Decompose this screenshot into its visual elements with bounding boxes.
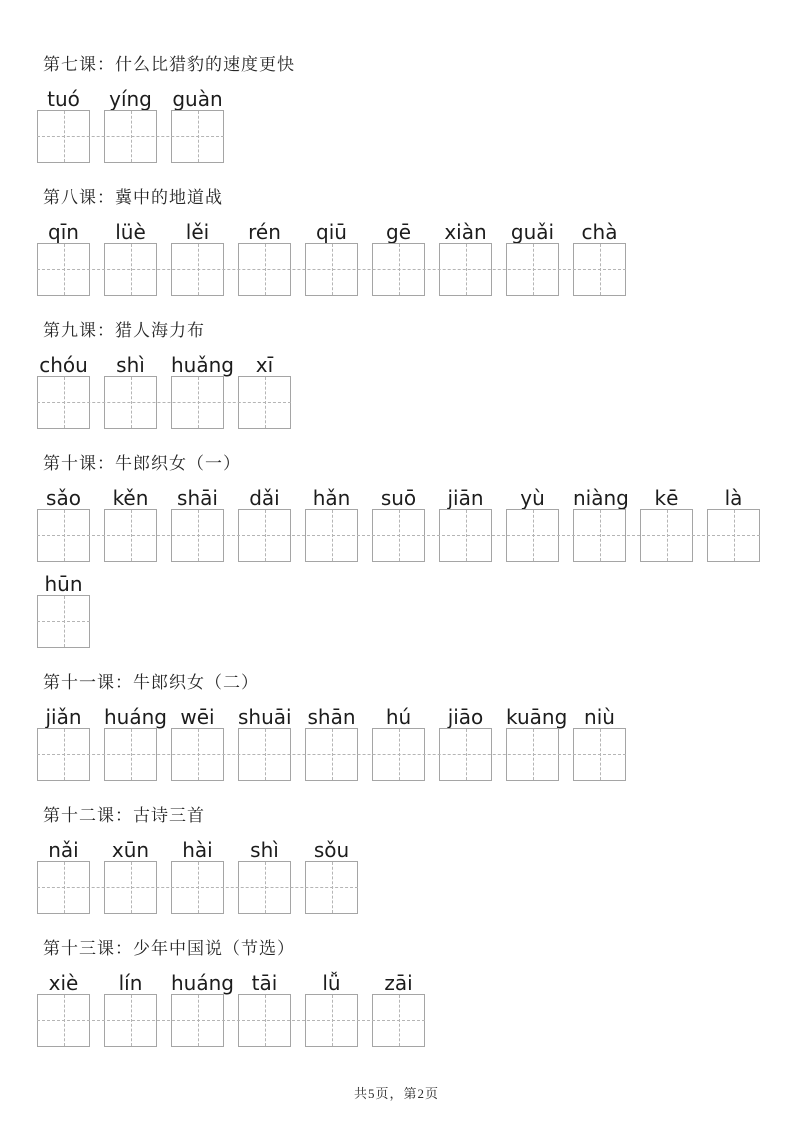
row-wrap (37, 354, 793, 429)
writing-box (37, 994, 90, 1047)
pinyin-cell (238, 354, 291, 429)
writing-box (439, 509, 492, 562)
writing-box (707, 509, 760, 562)
pinyin-cell (37, 354, 90, 429)
pinyin-cell (372, 706, 425, 781)
lesson-section-11 (37, 672, 793, 781)
pinyin-cell (305, 839, 358, 914)
pinyin-cell (439, 487, 492, 562)
pinyin-label: huǎng (171, 353, 234, 377)
writing-box (640, 509, 693, 562)
writing-box (305, 994, 358, 1047)
lesson-heading: 第十课：牛郎织女（一） (43, 454, 241, 473)
pinyin-cell (37, 487, 90, 562)
pinyin-cell (506, 487, 559, 562)
pinyin-label: xī (255, 353, 274, 377)
pinyin-label: kē (654, 486, 679, 510)
pinyin-cell (171, 88, 224, 163)
pinyin-cell (305, 706, 358, 781)
writing-box (37, 728, 90, 781)
writing-box (37, 110, 90, 163)
writing-box (171, 861, 224, 914)
pinyin-cell (238, 972, 291, 1047)
pinyin-cell (439, 221, 492, 296)
pinyin-cell (104, 354, 157, 429)
pinyin-cell (37, 839, 90, 914)
writing-box (305, 728, 358, 781)
pinyin-label: jiāo (447, 705, 484, 729)
lesson-heading: 第九课：猎人海力布 (43, 321, 205, 340)
writing-box (104, 509, 157, 562)
writing-box (171, 243, 224, 296)
row-wrap (37, 972, 793, 1047)
lesson-heading: 第七课：什么比猎豹的速度更快 (43, 55, 295, 74)
writing-box (506, 728, 559, 781)
pinyin-label: xūn (111, 838, 150, 862)
writing-box (573, 728, 626, 781)
lesson-section-13 (37, 938, 793, 1047)
pinyin-cell (573, 706, 626, 781)
pinyin-box-row (37, 88, 224, 163)
pinyin-label: guàn (172, 87, 223, 111)
pinyin-label: huáng (171, 971, 234, 995)
pinyin-cell (171, 706, 224, 781)
writing-box (506, 243, 559, 296)
pinyin-box-row (37, 839, 358, 914)
pinyin-cell (37, 972, 90, 1047)
pinyin-label: hài (182, 838, 213, 862)
writing-box (171, 728, 224, 781)
pinyin-label: là (724, 486, 743, 510)
pinyin-label: xiè (48, 971, 79, 995)
pinyin-label: shuāi (238, 705, 292, 729)
lesson-section-12 (37, 805, 793, 914)
pinyin-label: yù (520, 486, 545, 510)
pinyin-box-row (37, 354, 291, 429)
pinyin-label: shì (116, 353, 145, 377)
pinyin-label: lěi (185, 220, 210, 244)
pinyin-cell (305, 221, 358, 296)
lesson-heading: 第八课：冀中的地道战 (43, 188, 223, 207)
pinyin-label: qīn (48, 220, 79, 244)
writing-box (372, 509, 425, 562)
pinyin-label: xiàn (444, 220, 487, 244)
pinyin-label: nǎi (48, 838, 79, 862)
pinyin-cell (640, 487, 693, 562)
pinyin-label: rén (248, 220, 281, 244)
pinyin-cell (305, 972, 358, 1047)
pinyin-label: suō (380, 486, 417, 510)
pinyin-label: guǎi (510, 220, 555, 244)
lesson-heading: 第十一课：牛郎织女（二） (43, 673, 259, 692)
writing-box (104, 243, 157, 296)
writing-box (573, 509, 626, 562)
writing-box (37, 243, 90, 296)
writing-box (238, 861, 291, 914)
pinyin-label: sǒu (313, 838, 350, 862)
writing-box (573, 243, 626, 296)
writing-box (372, 728, 425, 781)
writing-box (104, 994, 157, 1047)
writing-box (171, 509, 224, 562)
row-wrap (37, 839, 793, 914)
pinyin-cell (171, 839, 224, 914)
writing-box (104, 728, 157, 781)
pinyin-box-row (37, 573, 90, 648)
pinyin-label: chóu (39, 353, 88, 377)
pinyin-cell (439, 706, 492, 781)
pinyin-cell (104, 705, 167, 781)
pinyin-label: hūn (44, 572, 83, 596)
pinyin-label: niù (584, 705, 615, 729)
pinyin-label: niàng (573, 486, 629, 510)
pinyin-cell (171, 221, 224, 296)
writing-box (37, 376, 90, 429)
pinyin-label: lín (118, 971, 143, 995)
pinyin-label: lǚ (322, 971, 341, 995)
pinyin-label: zāi (384, 971, 413, 995)
pinyin-label: tāi (251, 971, 278, 995)
pinyin-cell (238, 706, 291, 781)
pinyin-label: shāi (177, 486, 218, 510)
pinyin-label: huáng (104, 705, 167, 729)
writing-box (305, 861, 358, 914)
lesson-heading: 第十二课：古诗三首 (43, 806, 205, 825)
writing-box (506, 509, 559, 562)
writing-box (104, 861, 157, 914)
pinyin-cell (506, 705, 568, 781)
pinyin-label: sǎo (46, 486, 81, 510)
row-wrap (37, 221, 793, 296)
pinyin-box-row (37, 706, 626, 781)
pinyin-cell (238, 839, 291, 914)
row-wrap (37, 706, 793, 781)
writing-box (238, 994, 291, 1047)
pinyin-cell (372, 972, 425, 1047)
writing-box (37, 509, 90, 562)
pinyin-box-row (37, 972, 425, 1047)
pinyin-cell (171, 971, 234, 1047)
writing-box (238, 509, 291, 562)
writing-box (238, 243, 291, 296)
row-wrap (37, 573, 793, 648)
pinyin-label: hǎn (312, 486, 351, 510)
pinyin-cell (37, 221, 90, 296)
writing-box (37, 861, 90, 914)
pinyin-cell (506, 221, 559, 296)
writing-box (238, 728, 291, 781)
pinyin-cell (37, 88, 90, 163)
writing-box (37, 595, 90, 648)
pinyin-label: jiān (447, 486, 484, 510)
pinyin-cell (104, 88, 157, 163)
pinyin-cell (37, 573, 90, 648)
writing-box (171, 994, 224, 1047)
lesson-section-10 (37, 453, 793, 648)
pinyin-cell (37, 706, 90, 781)
pinyin-label: gē (386, 220, 411, 244)
lesson-section-8 (37, 187, 793, 296)
pinyin-cell (372, 221, 425, 296)
writing-box (305, 243, 358, 296)
page-footer: 共5页，第2页 (353, 1086, 439, 1101)
writing-box (372, 994, 425, 1047)
pinyin-label: lüè (115, 220, 146, 244)
pinyin-cell (372, 487, 425, 562)
pinyin-label: shān (307, 705, 356, 729)
pinyin-label: jiǎn (45, 705, 82, 729)
pinyin-label: chà (581, 220, 618, 244)
pinyin-cell (104, 221, 157, 296)
pinyin-label: kěn (112, 486, 149, 510)
lesson-heading: 第十三课：少年中国说（节选） (43, 939, 295, 958)
pinyin-label: dǎi (249, 486, 280, 510)
pinyin-cell (104, 972, 157, 1047)
writing-box (305, 509, 358, 562)
writing-box (372, 243, 425, 296)
lesson-section-7 (37, 54, 793, 163)
writing-box (171, 110, 224, 163)
pinyin-box-row (37, 487, 760, 562)
pinyin-label: wēi (180, 705, 215, 729)
pinyin-cell (573, 486, 629, 562)
lesson-section-9 (37, 320, 793, 429)
pinyin-cell (707, 487, 760, 562)
pinyin-cell (238, 221, 291, 296)
writing-box (439, 243, 492, 296)
writing-box (104, 110, 157, 163)
writing-box (238, 376, 291, 429)
pinyin-label: yíng (109, 87, 152, 111)
pinyin-label: hú (385, 705, 412, 729)
pinyin-cell (305, 487, 358, 562)
pinyin-label: tuó (47, 87, 80, 111)
pinyin-cell (104, 487, 157, 562)
pinyin-box-row (37, 221, 626, 296)
pinyin-cell (104, 839, 157, 914)
writing-box (104, 376, 157, 429)
row-wrap (37, 88, 793, 163)
pinyin-cell (238, 487, 291, 562)
pinyin-label: qiū (316, 220, 347, 244)
pinyin-cell (573, 221, 626, 296)
pinyin-label: shì (250, 838, 279, 862)
row-wrap (37, 487, 793, 562)
pinyin-cell (171, 353, 234, 429)
writing-box (171, 376, 224, 429)
pinyin-cell (171, 487, 224, 562)
writing-box (439, 728, 492, 781)
pinyin-label: kuāng (506, 705, 568, 729)
